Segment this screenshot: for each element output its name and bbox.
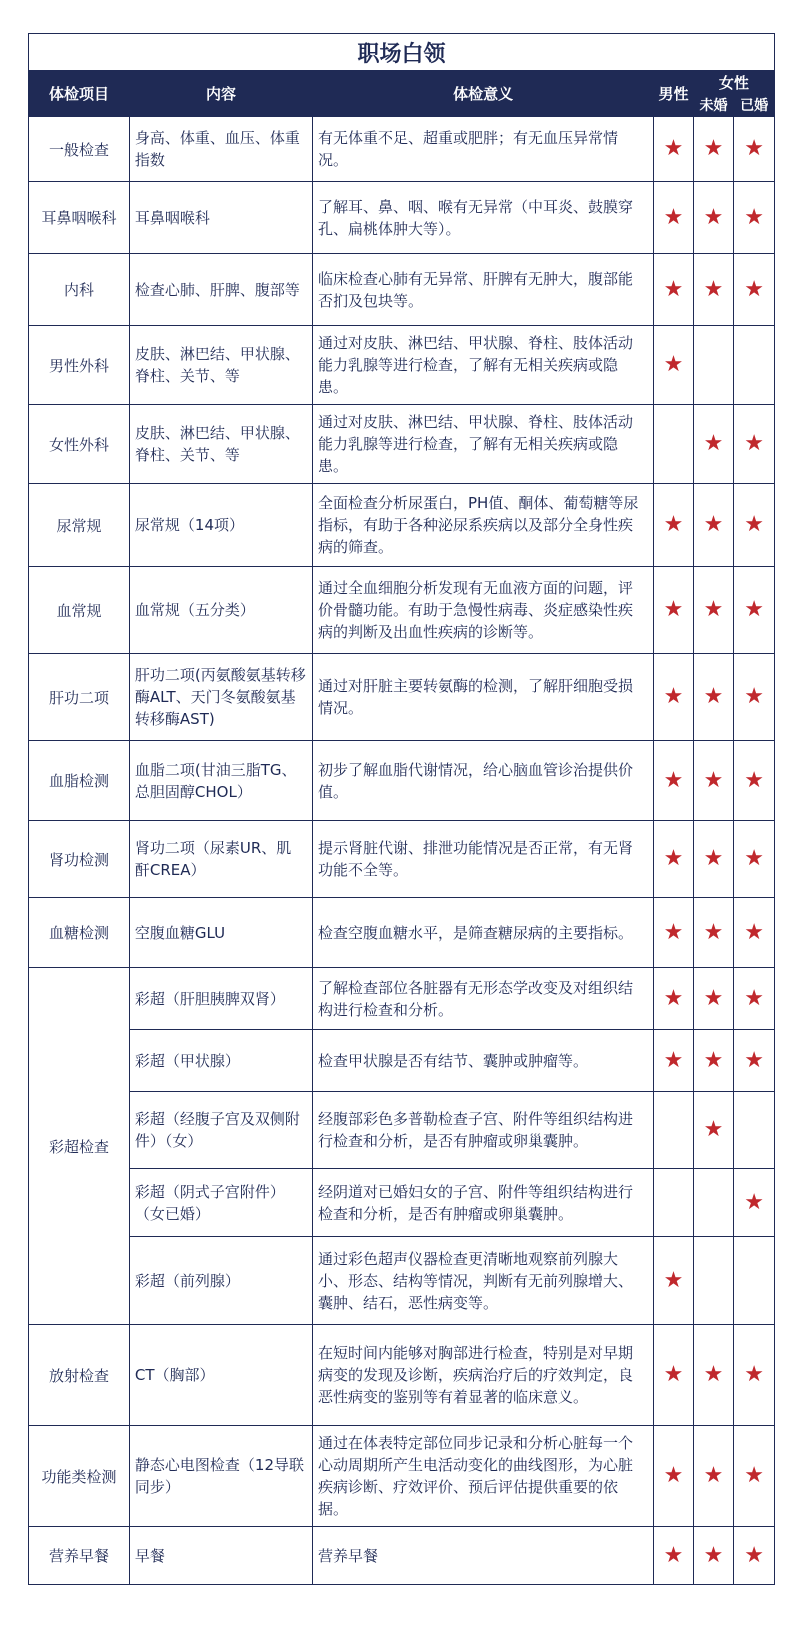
female-married-mark [734,654,775,741]
star-icon: ★ [663,1542,684,1568]
female-married-mark [734,968,775,1030]
header-female: 女性 [693,71,774,94]
row-category: 营养早餐 [29,1527,130,1585]
star-icon: ★ [744,431,765,456]
star-icon: ★ [744,684,765,709]
row-category: 放射检查 [29,1325,130,1426]
table-row [29,254,775,326]
male-mark [654,405,694,484]
header-meaning: 体检意义 [313,71,654,117]
female-unmarried-mark [693,654,734,741]
table-row [29,968,775,1030]
row-meaning: 全面检查分析尿蛋白，PH值、酮体、葡萄糖等尿指标，有助于各种泌尿系疾病以及部分全身性疾病的筛查。 [313,484,654,567]
female-unmarried-mark [693,1325,734,1426]
row-meaning: 有无体重不足、超重或肥胖；有无血压异常情况。 [313,117,654,182]
star-icon: ★ [744,1047,765,1073]
female-married-mark [734,1237,775,1325]
header-female-unmarried: 未婚 [693,94,734,117]
female-unmarried-mark [693,405,734,484]
row-meaning: 临床检查心肺有无异常、肝脾有无肿大，腹部能否扪及包块等。 [313,254,654,326]
row-meaning: 了解检查部位各脏器有无形态学改变及对组织结构进行检查和分析。 [313,968,654,1030]
star-icon: ★ [744,919,765,945]
row-meaning: 经阴道对已婚妇女的子宫、附件等组织结构进行检查和分析，是否有肿瘤或卵巢囊肿。 [313,1169,654,1237]
row-category: 耳鼻咽喉科 [29,182,130,254]
row-content: 彩超（甲状腺） [129,1030,312,1092]
star-icon: ★ [703,1047,724,1073]
star-icon: ★ [703,1542,724,1568]
row-content: 血脂二项(甘油三脂TG、总胆固醇CHOL） [129,741,312,821]
star-icon: ★ [744,846,765,871]
row-category: 女性外科 [29,405,130,484]
male-mark [654,1527,694,1585]
row-category: 内科 [29,254,130,326]
male-mark [654,1092,694,1169]
female-unmarried-mark [693,741,734,821]
row-content: 皮肤、淋巴结、甲状腺、脊柱、关节、等 [129,326,312,405]
female-unmarried-mark [693,254,734,326]
male-mark [654,741,694,821]
female-unmarried-mark [693,1527,734,1585]
female-married-mark [734,254,775,326]
female-unmarried-mark [693,821,734,898]
female-married-mark [734,1426,775,1527]
row-content: 彩超（前列腺） [129,1237,312,1325]
star-icon: ★ [703,684,724,709]
row-meaning: 通过在体表特定部位同步记录和分析心脏每一个心动周期所产生电活动变化的曲线图形，为心脏疾病诊断、疗效评价、预后评估提供重要的依据。 [313,1426,654,1527]
row-category: 一般检查 [29,117,130,182]
row-content: 身高、体重、血压、体重指数 [129,117,312,182]
table-row [29,1325,775,1426]
male-mark [654,1237,694,1325]
female-unmarried-mark [693,1237,734,1325]
table-row [29,405,775,484]
star-icon: ★ [663,597,684,622]
row-content: 彩超（肝胆胰脾双肾） [129,968,312,1030]
row-meaning: 在短时间内能够对胸部进行检查，特别是对早期病变的发现及诊断，疾病治疗后的疗效判定，良恶性病变的鉴别等有着显著的临床意义。 [313,1325,654,1426]
female-unmarried-mark [693,182,734,254]
row-category: 彩超检查 [29,968,130,1325]
star-icon: ★ [663,352,684,377]
row-meaning: 初步了解血脂代谢情况，给心脑血管诊治提供价值。 [313,741,654,821]
table-title: 职场白领 [29,34,775,71]
row-content: 血常规（五分类） [129,567,312,654]
female-married-mark [734,484,775,567]
star-icon: ★ [744,597,765,622]
male-mark [654,484,694,567]
star-icon: ★ [744,1189,765,1215]
star-icon: ★ [744,985,765,1011]
star-icon: ★ [703,276,724,302]
star-icon: ★ [744,1463,765,1488]
star-icon: ★ [663,846,684,871]
table-row [29,567,775,654]
table-row [29,326,775,405]
star-icon: ★ [744,1542,765,1568]
row-category: 功能类检测 [29,1426,130,1527]
header-content: 内容 [129,71,312,117]
row-meaning: 通过对肝脏主要转氨酶的检测，了解肝细胞受损情况。 [313,654,654,741]
star-icon: ★ [663,136,684,161]
header-male: 男性 [654,71,694,117]
table-row [29,484,775,567]
star-icon: ★ [703,512,724,537]
star-icon: ★ [703,431,724,456]
female-unmarried-mark [693,326,734,405]
row-content: 尿常规（14项） [129,484,312,567]
table-row [29,117,775,182]
row-category: 肝功二项 [29,654,130,741]
star-icon: ★ [744,1362,765,1387]
row-content: 彩超（阴式子宫附件）（女已婚） [129,1169,312,1237]
row-meaning: 通过全血细胞分析发现有无血液方面的问题，评价骨髓功能。有助于急慢性病毒、炎症感染性疾病的判断及出血性疾病的诊断等。 [313,567,654,654]
table-row [29,182,775,254]
table-row [29,898,775,968]
star-icon: ★ [663,204,684,230]
female-unmarried-mark [693,484,734,567]
female-unmarried-mark [693,117,734,182]
male-mark [654,182,694,254]
row-content: 检查心肺、肝脾、腹部等 [129,254,312,326]
row-content: 皮肤、淋巴结、甲状腺、脊柱、关节、等 [129,405,312,484]
male-mark [654,1169,694,1237]
row-content: 彩超（经腹子宫及双侧附件）（女） [129,1092,312,1169]
row-category: 血常规 [29,567,130,654]
table-row [29,654,775,741]
exam-rows [29,117,775,1585]
female-married-mark [734,741,775,821]
row-content: CT（胸部） [129,1325,312,1426]
table-row [29,1092,775,1169]
female-married-mark [734,1325,775,1426]
star-icon: ★ [663,1047,684,1073]
star-icon: ★ [663,276,684,302]
row-meaning: 提示肾脏代谢、排泄功能情况是否正常，有无肾功能不全等。 [313,821,654,898]
star-icon: ★ [663,684,684,709]
table-row [29,1030,775,1092]
star-icon: ★ [663,512,684,537]
star-icon: ★ [703,136,724,161]
male-mark [654,654,694,741]
male-mark [654,968,694,1030]
male-mark [654,1426,694,1527]
female-unmarried-mark [693,898,734,968]
female-unmarried-mark [693,567,734,654]
male-mark [654,821,694,898]
female-married-mark [734,898,775,968]
row-content: 肾功二项（尿素UR、肌酐CREA） [129,821,312,898]
row-content: 早餐 [129,1527,312,1585]
star-icon: ★ [744,136,765,161]
female-unmarried-mark [693,1169,734,1237]
row-content: 耳鼻咽喉科 [129,182,312,254]
star-icon: ★ [703,1117,724,1142]
star-icon: ★ [744,512,765,537]
table-row [29,741,775,821]
female-married-mark [734,182,775,254]
female-married-mark [734,1527,775,1585]
female-married-mark [734,567,775,654]
female-married-mark [734,405,775,484]
star-icon: ★ [744,204,765,230]
header-female-married: 已婚 [734,94,775,117]
row-category: 血糖检测 [29,898,130,968]
star-icon: ★ [703,919,724,945]
row-category: 血脂检测 [29,741,130,821]
header-item: 体检项目 [29,71,130,117]
male-mark [654,1325,694,1426]
row-meaning: 检查甲状腺是否有结节、囊肿或肿瘤等。 [313,1030,654,1092]
star-icon: ★ [703,846,724,871]
female-unmarried-mark [693,1426,734,1527]
row-meaning: 通过对皮肤、淋巴结、甲状腺、脊柱、肢体活动能力乳腺等进行检查，了解有无相关疾病或隐患。 [313,405,654,484]
row-meaning: 了解耳、鼻、咽、喉有无异常（中耳炎、鼓膜穿孔、扁桃体肿大等）。 [313,182,654,254]
table-row [29,1169,775,1237]
female-unmarried-mark [693,968,734,1030]
star-icon: ★ [703,597,724,622]
female-married-mark [734,1092,775,1169]
star-icon: ★ [703,1362,724,1387]
row-meaning: 通过彩色超声仪器检查更清晰地观察前列腺大小、形态、结构等情况，判断有无前列腺增大、囊肿、结石，恶性病变等。 [313,1237,654,1325]
female-unmarried-mark [693,1030,734,1092]
male-mark [654,898,694,968]
table-row [29,1237,775,1325]
star-icon: ★ [703,985,724,1011]
exam-table [28,33,775,1585]
row-meaning: 检查空腹血糖水平，是筛查糖尿病的主要指标。 [313,898,654,968]
male-mark [654,567,694,654]
male-mark [654,1030,694,1092]
table-row [29,1426,775,1527]
female-married-mark [734,326,775,405]
female-married-mark [734,821,775,898]
row-meaning: 通过对皮肤、淋巴结、甲状腺、脊柱、肢体活动能力乳腺等进行检查，了解有无相关疾病或隐患。 [313,326,654,405]
female-married-mark [734,1169,775,1237]
male-mark [654,254,694,326]
star-icon: ★ [703,204,724,230]
row-content: 空腹血糖GLU [129,898,312,968]
exam-table-container [28,33,775,1585]
star-icon: ★ [744,767,765,793]
star-icon: ★ [703,767,724,793]
star-icon: ★ [703,1463,724,1488]
row-content: 肝功二项(丙氨酸氨基转移酶ALT、天门冬氨酸氨基转移酶AST) [129,654,312,741]
male-mark [654,326,694,405]
star-icon: ★ [663,767,684,793]
row-meaning: 营养早餐 [313,1527,654,1585]
row-category: 肾功检测 [29,821,130,898]
star-icon: ★ [663,919,684,945]
female-unmarried-mark [693,1092,734,1169]
star-icon: ★ [663,1267,684,1293]
row-meaning: 经腹部彩色多普勒检查子宫、附件等组织结构进行检查和分析，是否有肿瘤或卵巢囊肿。 [313,1092,654,1169]
row-category: 男性外科 [29,326,130,405]
male-mark [654,117,694,182]
table-row [29,821,775,898]
row-content: 静态心电图检查（12导联同步） [129,1426,312,1527]
table-row [29,1527,775,1585]
star-icon: ★ [663,1463,684,1488]
star-icon: ★ [744,276,765,302]
female-married-mark [734,117,775,182]
female-married-mark [734,1030,775,1092]
star-icon: ★ [663,985,684,1011]
star-icon: ★ [663,1362,684,1387]
row-category: 尿常规 [29,484,130,567]
